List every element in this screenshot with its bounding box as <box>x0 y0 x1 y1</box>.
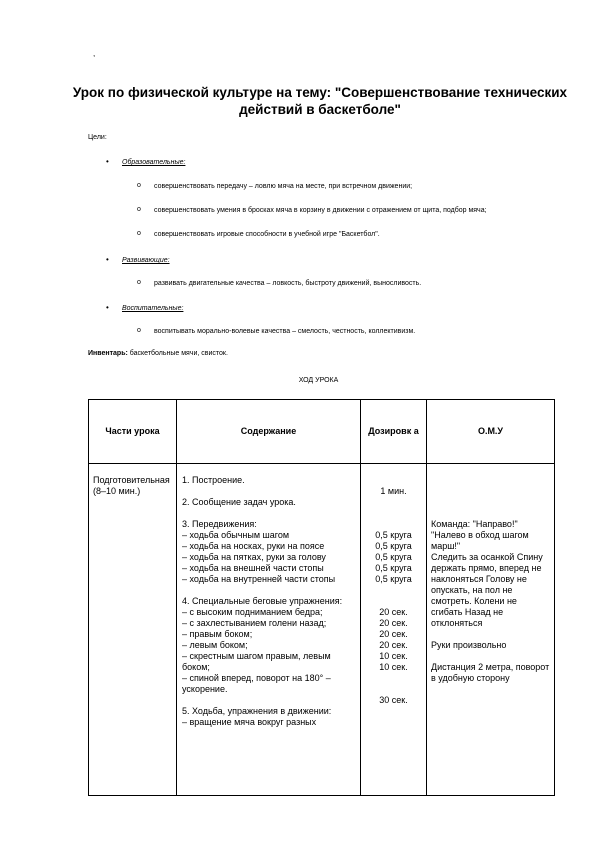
content-step: 2. Сообщение задач урока. <box>182 497 296 507</box>
content-item: – вращение мяча вокруг разных <box>182 717 317 727</box>
cell-omu <box>427 464 555 796</box>
circle-bullet-icon: o <box>137 182 141 189</box>
content-item: – ходьба на внутренней части стопы <box>182 574 336 584</box>
content-item: – ходьба на внешней части стопы <box>182 563 324 573</box>
header-dosage: Дозировк а <box>361 400 427 464</box>
goal-item: воспитывать морально-волевые качества – смелость, честность, коллективизм. <box>154 328 416 335</box>
dosage-value: 1 мин. <box>380 486 407 496</box>
bullet-icon: • <box>106 303 109 312</box>
content-item: – с захлестыванием голени назад; <box>182 618 327 628</box>
inventory-text: баскетбольные мячи, свисток. <box>127 350 228 357</box>
goal-group-label: Развивающие: <box>122 257 170 264</box>
header-omu: О.М.У <box>427 400 555 464</box>
content-step-title: 5. Ходьба, упражнения в движении: <box>182 706 332 716</box>
dosage-value: 0,5 круга <box>375 552 412 562</box>
dosage-value: 10 сек. <box>379 651 408 661</box>
content-item: – скрестным шагом правым, левым боком; <box>182 651 331 672</box>
goal-item: совершенствовать игровые способности в учебной игре "Баскетбол". <box>154 231 380 238</box>
dosage-value: 30 сек. <box>379 695 408 705</box>
lesson-part-text: Подготовительная (8–10 мин.) <box>93 475 170 496</box>
goal-item: совершенствовать передачу – ловлю мяча на месте, при встречном движении; <box>154 183 413 190</box>
circle-bullet-icon: o <box>137 206 141 213</box>
lesson-table <box>88 399 555 796</box>
content-item: – ходьба на пятках, руки за голову <box>182 552 326 562</box>
omu-note: Руки произвольно <box>431 640 507 650</box>
inventory-label: Инвентарь: <box>88 350 128 357</box>
course-heading: ХОД УРОКА <box>298 377 339 384</box>
cell-content <box>177 464 361 796</box>
page-title: Урок по физической культуре на тему: "Совершенствование технических действий в баскетболе" <box>72 85 568 117</box>
bullet-icon: • <box>106 157 109 166</box>
content-item: – левым боком; <box>182 640 248 650</box>
table-row <box>89 464 555 796</box>
header-lesson-parts: Части урока <box>89 400 177 464</box>
dosage-value: 0,5 круга <box>375 563 412 573</box>
cell-dosage <box>361 464 427 796</box>
dosage-value: 20 сек. <box>379 629 408 639</box>
content-item: – спиной вперед, поворот на 180° – ускорение. <box>182 673 331 694</box>
dosage-value: 0,5 круга <box>375 541 412 551</box>
dosage-value: 10 сек. <box>379 662 408 672</box>
omu-note: Команда: "Направо!" "Налево в обход шагом марш!" <box>431 519 529 551</box>
inventory-line <box>88 349 228 358</box>
content-step-title: 3. Передвижения: <box>182 519 257 529</box>
circle-bullet-icon: o <box>137 279 141 286</box>
content-item: – с высоким подниманием бедра; <box>182 607 323 617</box>
circle-bullet-icon: o <box>137 230 141 237</box>
omu-note: Следить за осанкой Спину держать прямо, вперед не наклоняться Голову не опускать, на пол не смотреть. Колени не сгибать Назад не отклоняться <box>431 552 543 628</box>
goal-item: развивать двигательные качества – ловкость, быстроту движений, выносливость. <box>154 280 422 287</box>
content-item: – правым боком; <box>182 629 253 639</box>
goal-group-label: Образовательные: <box>122 159 186 166</box>
stray-mark: , <box>93 49 96 58</box>
cell-lesson-part <box>89 464 177 796</box>
goal-item: совершенствовать умения в бросках мяча в корзину в движении с отражением от щита, подбор мяча; <box>154 207 487 214</box>
circle-bullet-icon: o <box>137 327 141 334</box>
omu-note: Дистанция 2 метра, поворот в удобную сторону <box>431 662 550 683</box>
table-header-row <box>89 400 555 464</box>
content-item: – ходьба на носках, руки на поясе <box>182 541 325 551</box>
content-step-title: 4. Специальные беговые упражнения: <box>182 596 343 606</box>
header-content: Содержание <box>177 400 361 464</box>
dosage-value: 0,5 круга <box>375 530 412 540</box>
goal-group-label: Воспитательные: <box>122 305 184 312</box>
dosage-value: 20 сек. <box>379 640 408 650</box>
dosage-value: 20 сек. <box>379 618 408 628</box>
content-item: – ходьба обычным шагом <box>182 530 290 540</box>
dosage-value: 0,5 круга <box>375 574 412 584</box>
content-step: 1. Построение. <box>182 475 245 485</box>
goals-label: Цели: <box>88 134 107 141</box>
dosage-value: 20 сек. <box>379 607 408 617</box>
bullet-icon: • <box>106 255 109 264</box>
